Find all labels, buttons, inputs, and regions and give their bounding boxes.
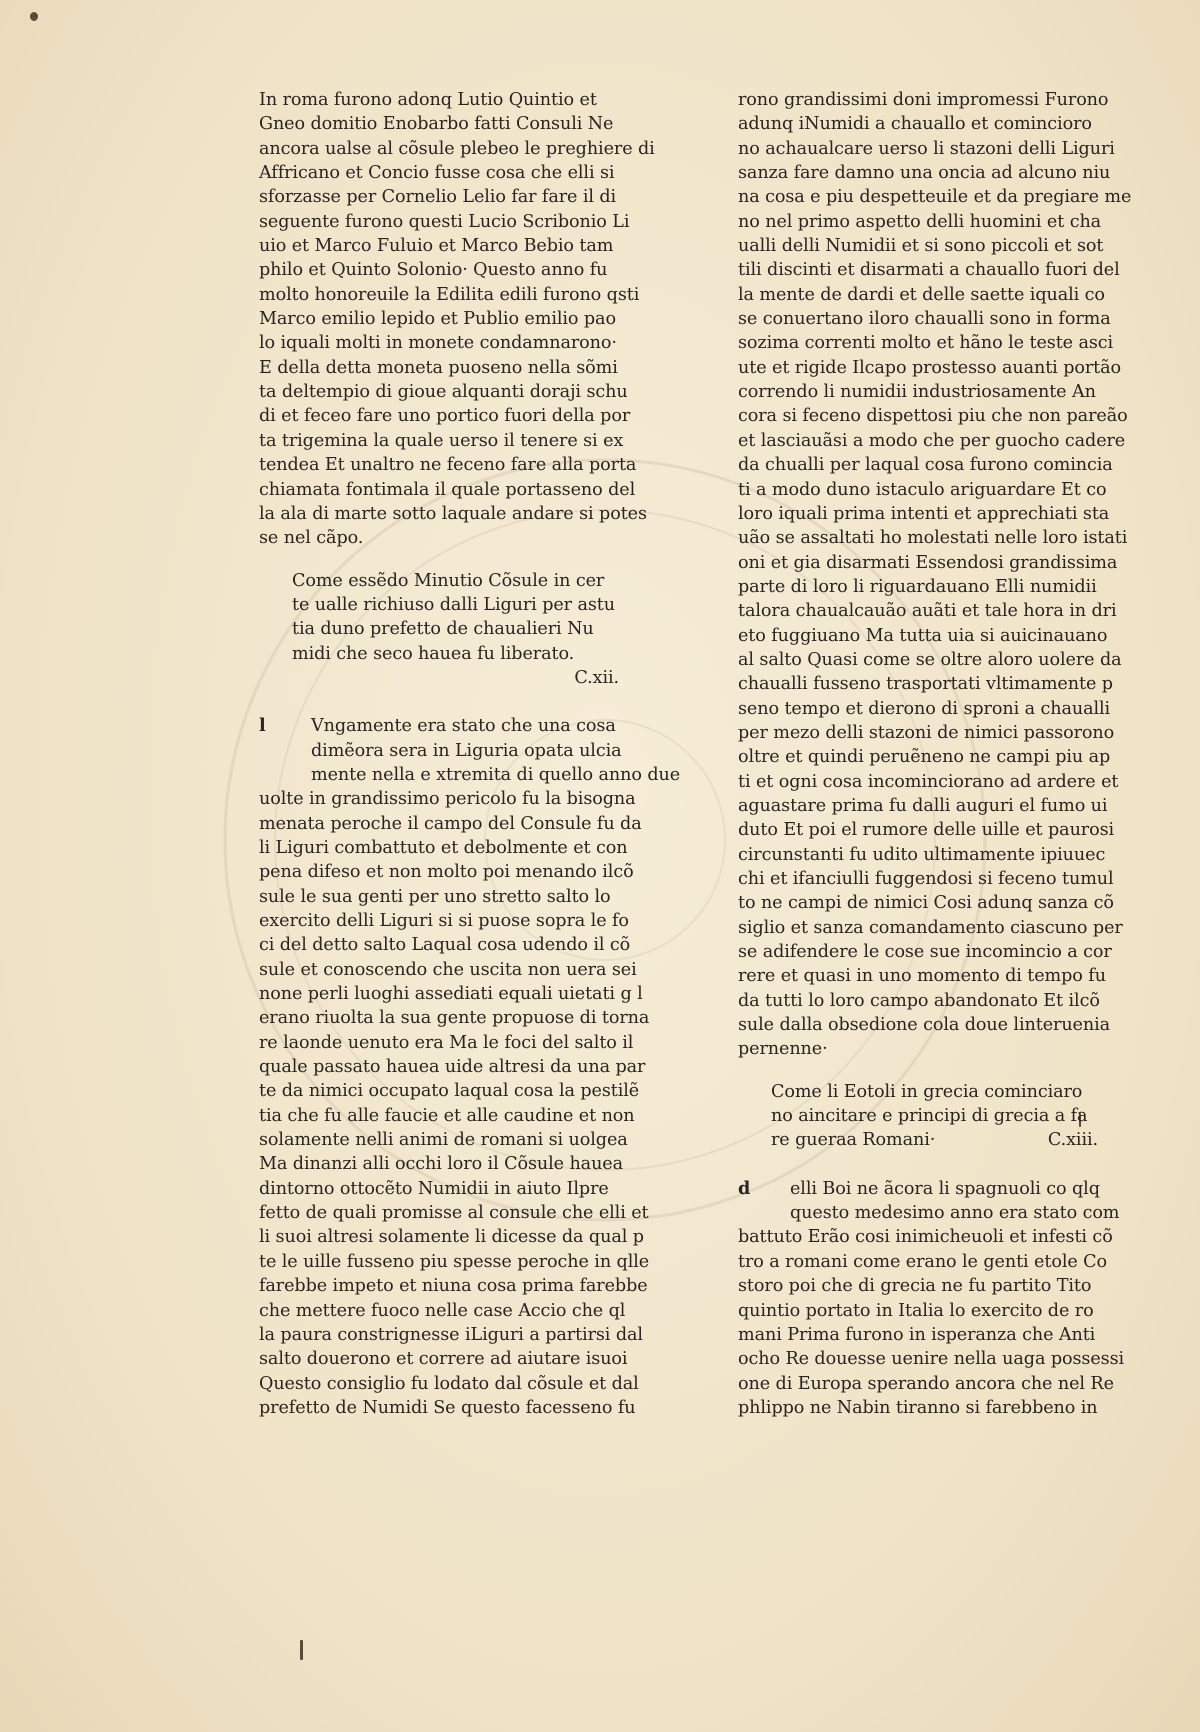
text-line: talora chaualcauão auãti et tale hora in dri <box>738 601 1117 622</box>
text-line: dintorno ottocẽto Numidii in aiuto Ilpre <box>259 1178 609 1199</box>
text-line: menata peroche il campo del Consule fu da <box>259 813 642 834</box>
text-line: ti et ogni cosa incominciorano ad ardere et <box>738 771 1119 792</box>
text-line: parte di loro li riguardauano Elli numidii <box>738 576 1097 597</box>
text-line: Vngamente era stato che una cosa <box>311 716 616 737</box>
text-line: dimẽora sera in Liguria opata ulcia <box>311 740 622 761</box>
text-line: mente nella e xtremita di quello anno due <box>311 764 681 785</box>
text-line: elli Boi ne ãcora li spagnuoli co qlq <box>790 1178 1100 1199</box>
text-line: correndo li numidii industriosamente An <box>738 382 1096 403</box>
text-line: Questo consiglio fu lodato dal cõsule et dal <box>259 1373 639 1394</box>
text-line: In roma furono adonq Lutio Quintio et <box>259 90 597 110</box>
heading-line: no aincitare e principi di grecia a fa <box>771 1106 1088 1127</box>
text-line: no nel primo aspetto delli huomini et cha <box>738 211 1102 232</box>
text-line: uio et Marco Fuluio et Marco Bebio tam <box>259 236 614 257</box>
chapter-number: C.xiii. <box>1047 1130 1098 1151</box>
paragraph <box>738 1177 1125 1420</box>
text-line: rono grandissimi doni impromessi Furono <box>738 90 1109 110</box>
text-line: ci del detto salto Laqual cosa udendo il cõ <box>259 935 631 956</box>
text-line: phlippo ne Nabin tiranno si farebbeno in <box>738 1397 1098 1418</box>
text-line: salto douerono et correre ad aiutare isuoi <box>259 1349 628 1370</box>
text-line: ualli delli Numidii et si sono piccoli et sot <box>738 236 1104 257</box>
text-line: seno tempo et dierono di sproni a chaualli <box>738 698 1111 719</box>
text-line: aguastare prima fu dalli auguri el fumo ui <box>738 795 1108 816</box>
right-column <box>738 88 1132 1420</box>
text-line: ancora ualse al cõsule plebeo le preghiere di <box>259 138 655 159</box>
text-line: per mezo delli stazoni de nimici passorono <box>738 722 1115 743</box>
text-line: pena difeso et non molto poi menando ilcõ <box>259 862 634 883</box>
text-line: la ala di marte sotto laquale andare si potes <box>259 503 647 524</box>
text-line: pernenne· <box>738 1039 828 1060</box>
initial-letter: d <box>738 1177 751 1199</box>
text-line: quale passato hauea uide altresi da una par <box>259 1057 646 1078</box>
text-line: molto honoreuile la Edilita edili furono qsti <box>259 284 640 305</box>
text-line: adunq iNumidi a chauallo et comincioro <box>738 114 1092 135</box>
text-line: Ma dinanzi alli occhi loro il Cõsule hauea <box>259 1154 623 1175</box>
text-line: sanza fare damno una oncia ad alcuno niu <box>738 163 1111 184</box>
initial-letter: l <box>259 715 266 737</box>
heading-line: Come li Eotoli in grecia cominciaro <box>771 1081 1083 1102</box>
text-line: sule le sua genti per uno stretto salto lo <box>259 886 611 907</box>
text-line: tili discinti et disarmati a chauallo fuori del <box>738 260 1120 281</box>
text-line: se adifendere le cose sue incomincio a cor <box>738 942 1112 963</box>
left-column <box>259 88 681 1420</box>
text-line: Affricano et Concio fusse cosa che elli si <box>259 163 615 184</box>
text-line: rere et quasi in uno momento di tempo fu <box>738 966 1106 987</box>
paragraph <box>259 714 681 1420</box>
text-line: di et feceo fare uno portico fuori della por <box>259 406 631 427</box>
text-line: storo poi che di grecia ne fu partito Tito <box>738 1276 1092 1297</box>
chapter-heading <box>259 569 629 691</box>
heading-line: re gueraa Romani· <box>771 1130 936 1151</box>
chapter-number: C.xii. <box>574 667 619 688</box>
text-line: da chualli per laqual cosa furono comincia <box>738 455 1113 476</box>
text-line: fetto de quali promisse al consule che elli et <box>259 1203 649 1224</box>
text-line: se conuertano iloro chaualli sono in forma <box>738 309 1111 330</box>
text-line: chaualli fusseno trasportati vltimamente p <box>738 674 1113 695</box>
heading-line: te ualle richiuso dalli Liguri per astu <box>292 594 616 615</box>
chapter-heading <box>738 1080 1108 1153</box>
text-line: duto Et poi el rumore delle uille et paurosi <box>738 820 1115 841</box>
text-line: chiamata fontimala il quale portasseno del <box>259 479 636 500</box>
text-line: ta deltempio di gioue alquanti doraji schu <box>259 382 628 403</box>
text-line: li suoi altresi solamente li dicesse da qual p <box>259 1227 644 1248</box>
text-line: tendea Et unaltro ne feceno fare alla porta <box>259 455 637 476</box>
heading-line: tia duno prefetto de chaualieri Nu <box>292 619 594 640</box>
text-line: et lasciauãsi a modo che per guocho cadere <box>738 430 1126 451</box>
text-line: ute et rigide Ilcapo prostesso auanti portão <box>738 357 1122 378</box>
text-line: one di Europa sperando ancora che nel Re <box>738 1373 1114 1394</box>
text-line: tia che fu alle faucie et alle caudine et non <box>259 1105 635 1126</box>
text-line: loro iquali prima intenti et apprechiati sta <box>738 503 1110 524</box>
text-line: siglio et sanza comandamento ciascuno per <box>738 917 1123 938</box>
text-line: na cosa e piu despetteuile et da pregiare me <box>738 187 1132 208</box>
text-line: al salto Quasi come se oltre aloro uolere da <box>738 649 1122 670</box>
text-line: uolte in grandissimo pericolo fu la bisogna <box>259 789 636 810</box>
text-line: oltre et quindi peruẽneno ne campi piu ap <box>738 747 1111 768</box>
text-line: tro a romani come erano le genti etole Co <box>738 1251 1108 1272</box>
text-line: circunstanti fu udito ultimamente ipiuuec <box>738 844 1106 865</box>
text-line: prefetto de Numidi Se questo facesseno fu <box>259 1397 636 1418</box>
text-line: da tutti lo loro campo abandonato Et ilcõ <box>738 990 1100 1011</box>
text-line: la paura constrignesse iLiguri a partirsi dal <box>259 1324 643 1345</box>
text-line: sforzasse per Cornelio Lelio far fare il di <box>259 187 617 208</box>
text-line: none perli luoghi assediati equali uietati g l <box>259 984 643 1005</box>
text-line: sule dalla obsedione cola doue linteruenia <box>738 1015 1111 1036</box>
text-line: ti a modo duno istaculo ariguardare Et co <box>738 479 1107 500</box>
text-line: ocho Re douesse uenire nella uaga possessi <box>738 1349 1125 1370</box>
text-line: questo medesimo anno era stato com <box>790 1203 1120 1224</box>
paragraph <box>738 88 1132 1062</box>
text-line: quintio portato in Italia lo exercito de ro <box>738 1300 1094 1321</box>
text-line: te le uille fusseno piu spesse peroche in qlle <box>259 1251 650 1272</box>
text-line: uão se assaltati ho molestati nelle loro istati <box>738 528 1128 549</box>
text-line: Marco emilio lepido et Publio emilio pao <box>259 309 616 330</box>
text-line: sozima correnti molto et hãno le teste asci <box>738 333 1114 354</box>
text-line: li Liguri combattuto et debolmente et con <box>259 837 628 858</box>
text-line: ta trigemina la quale uerso il tenere si ex <box>259 430 624 451</box>
text-line: mani Prima furono in isperanza che Anti <box>738 1324 1096 1345</box>
text-line: che mettere fuoco nelle case Accio che ql <box>259 1300 626 1321</box>
text-line: la mente de dardi et delle saette iquali co <box>738 284 1105 305</box>
margin-mark <box>300 1640 303 1660</box>
text-line: solamente nelli animi de romani si uolgea <box>259 1130 628 1151</box>
paragraph <box>259 88 655 551</box>
text-line: te da nimici occupato laqual cosa la pestilẽ <box>259 1081 640 1102</box>
text-line: oni et gia disarmati Essendosi grandissima <box>738 552 1118 573</box>
text-line: philo et Quinto Solonio· Questo anno fu <box>259 260 608 281</box>
text-line: eto fuggiuano Ma tutta uia si auicinauano <box>738 625 1108 646</box>
text-line: farebbe impeto et niuna cosa prima farebbe <box>259 1276 648 1297</box>
text-line: to ne campi de nimici Cosi adunq sanza cõ <box>738 893 1114 914</box>
text-line: no achaualcare uerso li stazoni delli Liguri <box>738 138 1115 159</box>
text-line: sule et conoscendo che uscita non uera sei <box>259 959 637 980</box>
text-line: E della detta moneta puoseno nella sõmi <box>259 357 618 378</box>
heading-line: Come essẽdo Minutio Cõsule in cer <box>292 570 605 591</box>
text-line: se nel cãpo. <box>259 528 364 549</box>
text-line: Gneo domitio Enobarbo fatti Consuli Ne <box>259 114 614 135</box>
text-line: battuto Erão cosi inimicheuoli et infesti cõ <box>738 1227 1113 1248</box>
heading-line: midi che seco hauea fu liberato. <box>292 643 575 664</box>
text-line: erano riuolta la sua gente propuose di torna <box>259 1008 650 1029</box>
text-line: exercito delli Liguri si si puose sopra le fo <box>259 911 629 931</box>
text-line: seguente furono questi Lucio Scribonio Li <box>259 211 630 232</box>
text-line: chi et ifanciulli fuggendosi si feceno tumul <box>738 869 1114 889</box>
text-line: cora si feceno dispettosi piu che non pareão <box>738 406 1128 427</box>
ink-blot <box>30 12 38 21</box>
text-line: re laonde uenuto era Ma le foci del salto il <box>259 1032 634 1053</box>
text-line: lo iquali molti in monete condamnarono· <box>259 333 617 354</box>
